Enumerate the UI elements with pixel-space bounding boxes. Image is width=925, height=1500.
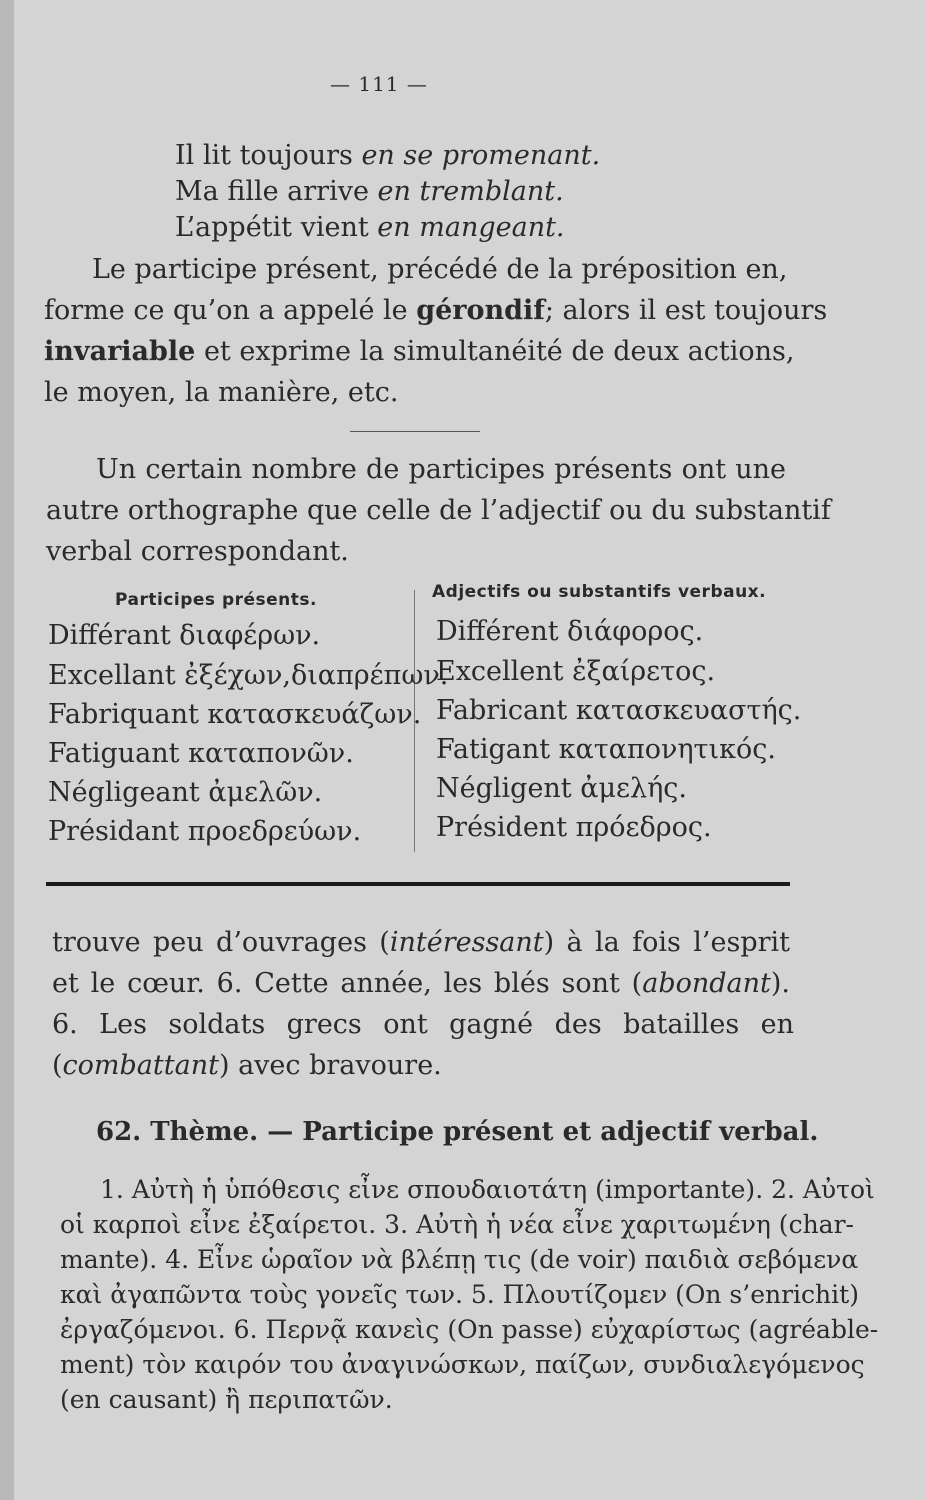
theme-line-3: mante). 4. Εἶνε ὡραῖον νὰ βλέπῃ τις (de voir) παιδιὰ σεβόμενα: [60, 1245, 859, 1274]
theme-line-6: ment) τὸν καιρόν του ἀναγινώσκων, παίζων, συνδιαλεγόμενος: [60, 1350, 865, 1379]
intro-line-3: verbal correspondant.: [46, 536, 349, 567]
rule-line-4: le moyen, la manière, etc.: [44, 377, 399, 408]
theme-line-1: 1. Αὐτὴ ἡ ὑπόθεσις εἶνε σπουδαιοτάτη (importante). 2. Αὐτοὶ: [100, 1175, 875, 1204]
left-entry-1: Différant διαφέρων.: [48, 620, 321, 651]
theme-line-5: ἐργαζόμενοι. 6. Περνᾷ κανεὶς (On passe) εὐχαρίστως (agréable-: [60, 1315, 879, 1344]
theme-heading: 62. Thème. — Participe présent et adjectif verbal.: [96, 1117, 819, 1147]
right-entry-1: Différent διάφορος.: [436, 616, 704, 647]
theme-line-4: καὶ ἀγαπῶντα τοὺς γονεῖς των. 5. Πλουτίζομεν (On s’enrichit): [60, 1280, 859, 1309]
rule-line-3: invariable et exprime la simultanéité de deux actions,: [44, 336, 795, 367]
example-line-1: Il lit toujours en se promenant.: [175, 140, 601, 171]
left-column-header: Participes présents.: [115, 590, 317, 610]
heavy-divider: [46, 882, 790, 886]
example-line-3: L’appétit vient en mangeant.: [175, 212, 565, 243]
page-binding-edge: [0, 0, 14, 1500]
exercise-line-1: trouve peu d’ouvrages (intéressant) à la fois l’esprit: [52, 927, 790, 958]
right-entry-5: Négligent ἀμελής.: [436, 773, 688, 804]
intro-line-1: Un certain nombre de participes présents ont une: [96, 454, 786, 485]
theme-line-2: οἱ καρποὶ εἶνε ἐξαίρετοι. 3. Αὐτὴ ἡ νέα εἶνε χαριτωμένη (char-: [60, 1210, 854, 1239]
section-divider: [350, 431, 480, 432]
rule-line-2: forme ce qu’on a appelé le gérondif; alors il est toujours: [44, 295, 828, 326]
right-entry-6: Président πρόεδρος.: [436, 812, 712, 843]
left-entry-2: Excellant ἐξέχων,διαπρέπων.: [48, 660, 449, 691]
left-entry-6: Présidant προεδρεύων.: [48, 816, 362, 847]
right-column-header: Adjectifs ou substantifs verbaux.: [432, 582, 767, 602]
right-entry-3: Fabricant κατασκευαστής.: [436, 695, 802, 726]
left-entry-3: Fabriquant κατασκευάζων.: [48, 699, 422, 730]
left-entry-4: Fatiguant καταπονῶν.: [48, 738, 354, 769]
intro-line-2: autre orthographe que celle de l’adjectif ou du substantif: [46, 495, 831, 526]
exercise-line-4: (combattant) avec bravoure.: [52, 1050, 442, 1081]
right-entry-2: Excellent ἐξαίρετος.: [436, 656, 716, 687]
exercise-line-3: 6. Les soldats grecs ont gagné des batailles en: [52, 1009, 794, 1040]
left-entry-5: Négligeant ἀμελῶν.: [48, 777, 323, 808]
example-line-2: Ma fille arrive en tremblant.: [175, 176, 564, 207]
rule-line-1: Le participe présent, précédé de la préposition en,: [92, 254, 788, 285]
right-entry-4: Fatigant καταπονητικός.: [436, 734, 776, 765]
page-number: — 111 —: [330, 72, 428, 96]
theme-line-7: (en causant) ἢ περιπατῶν.: [60, 1385, 393, 1414]
exercise-line-2: et le cœur. 6. Cette année, les blés sont (abondant).: [52, 968, 790, 999]
